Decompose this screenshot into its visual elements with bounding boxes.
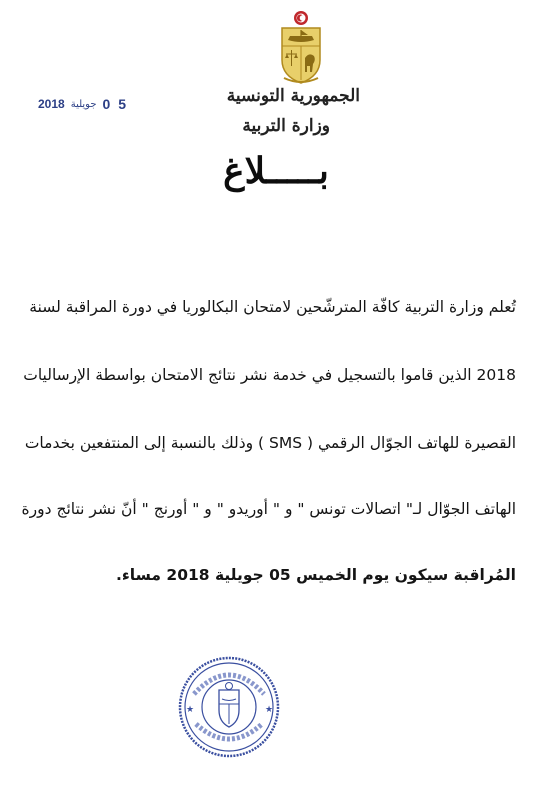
svg-text:★: ★ — [265, 705, 274, 715]
svg-text:★: ★ — [186, 705, 195, 715]
body-line-5: المُراقبة سيكون يوم الخميس 05 جويلية 2018 مساء. — [116, 566, 516, 584]
body-line-2: 2018 الذين قاموا بالتسجيل في خدمة نشر نتائج الامتحان بواسطة الإرساليات — [23, 366, 516, 384]
body-line-4: الهاتف الجوّال لـ" اتصالات تونس " و " أوريدو " و " أورنج " أنّ نشر نتائج دورة — [21, 500, 516, 518]
ministry-heading: وزارة التربية — [242, 116, 330, 136]
official-seal-icon — [176, 654, 282, 760]
date-day: 0 5 — [102, 96, 128, 112]
date-month: جويلية — [70, 98, 97, 110]
body-line-1: تُعلم وزارة التربية كافّة المترشّحين لامتحان البكالوريا في دورة المراقبة لسنة — [29, 298, 516, 316]
republic-heading: الجمهورية التونسية — [226, 86, 360, 106]
date-year: 2018 — [38, 97, 65, 111]
body-line-3: القصيرة للهاتف الجوّال الرقمي ( SMS ) وذلك بالنسبة إلى المنتفعين بخدمات — [24, 434, 516, 452]
date-stamp — [38, 96, 128, 112]
coat-of-arms-icon — [270, 8, 332, 86]
document-title: بـــــلاغ — [223, 150, 329, 192]
